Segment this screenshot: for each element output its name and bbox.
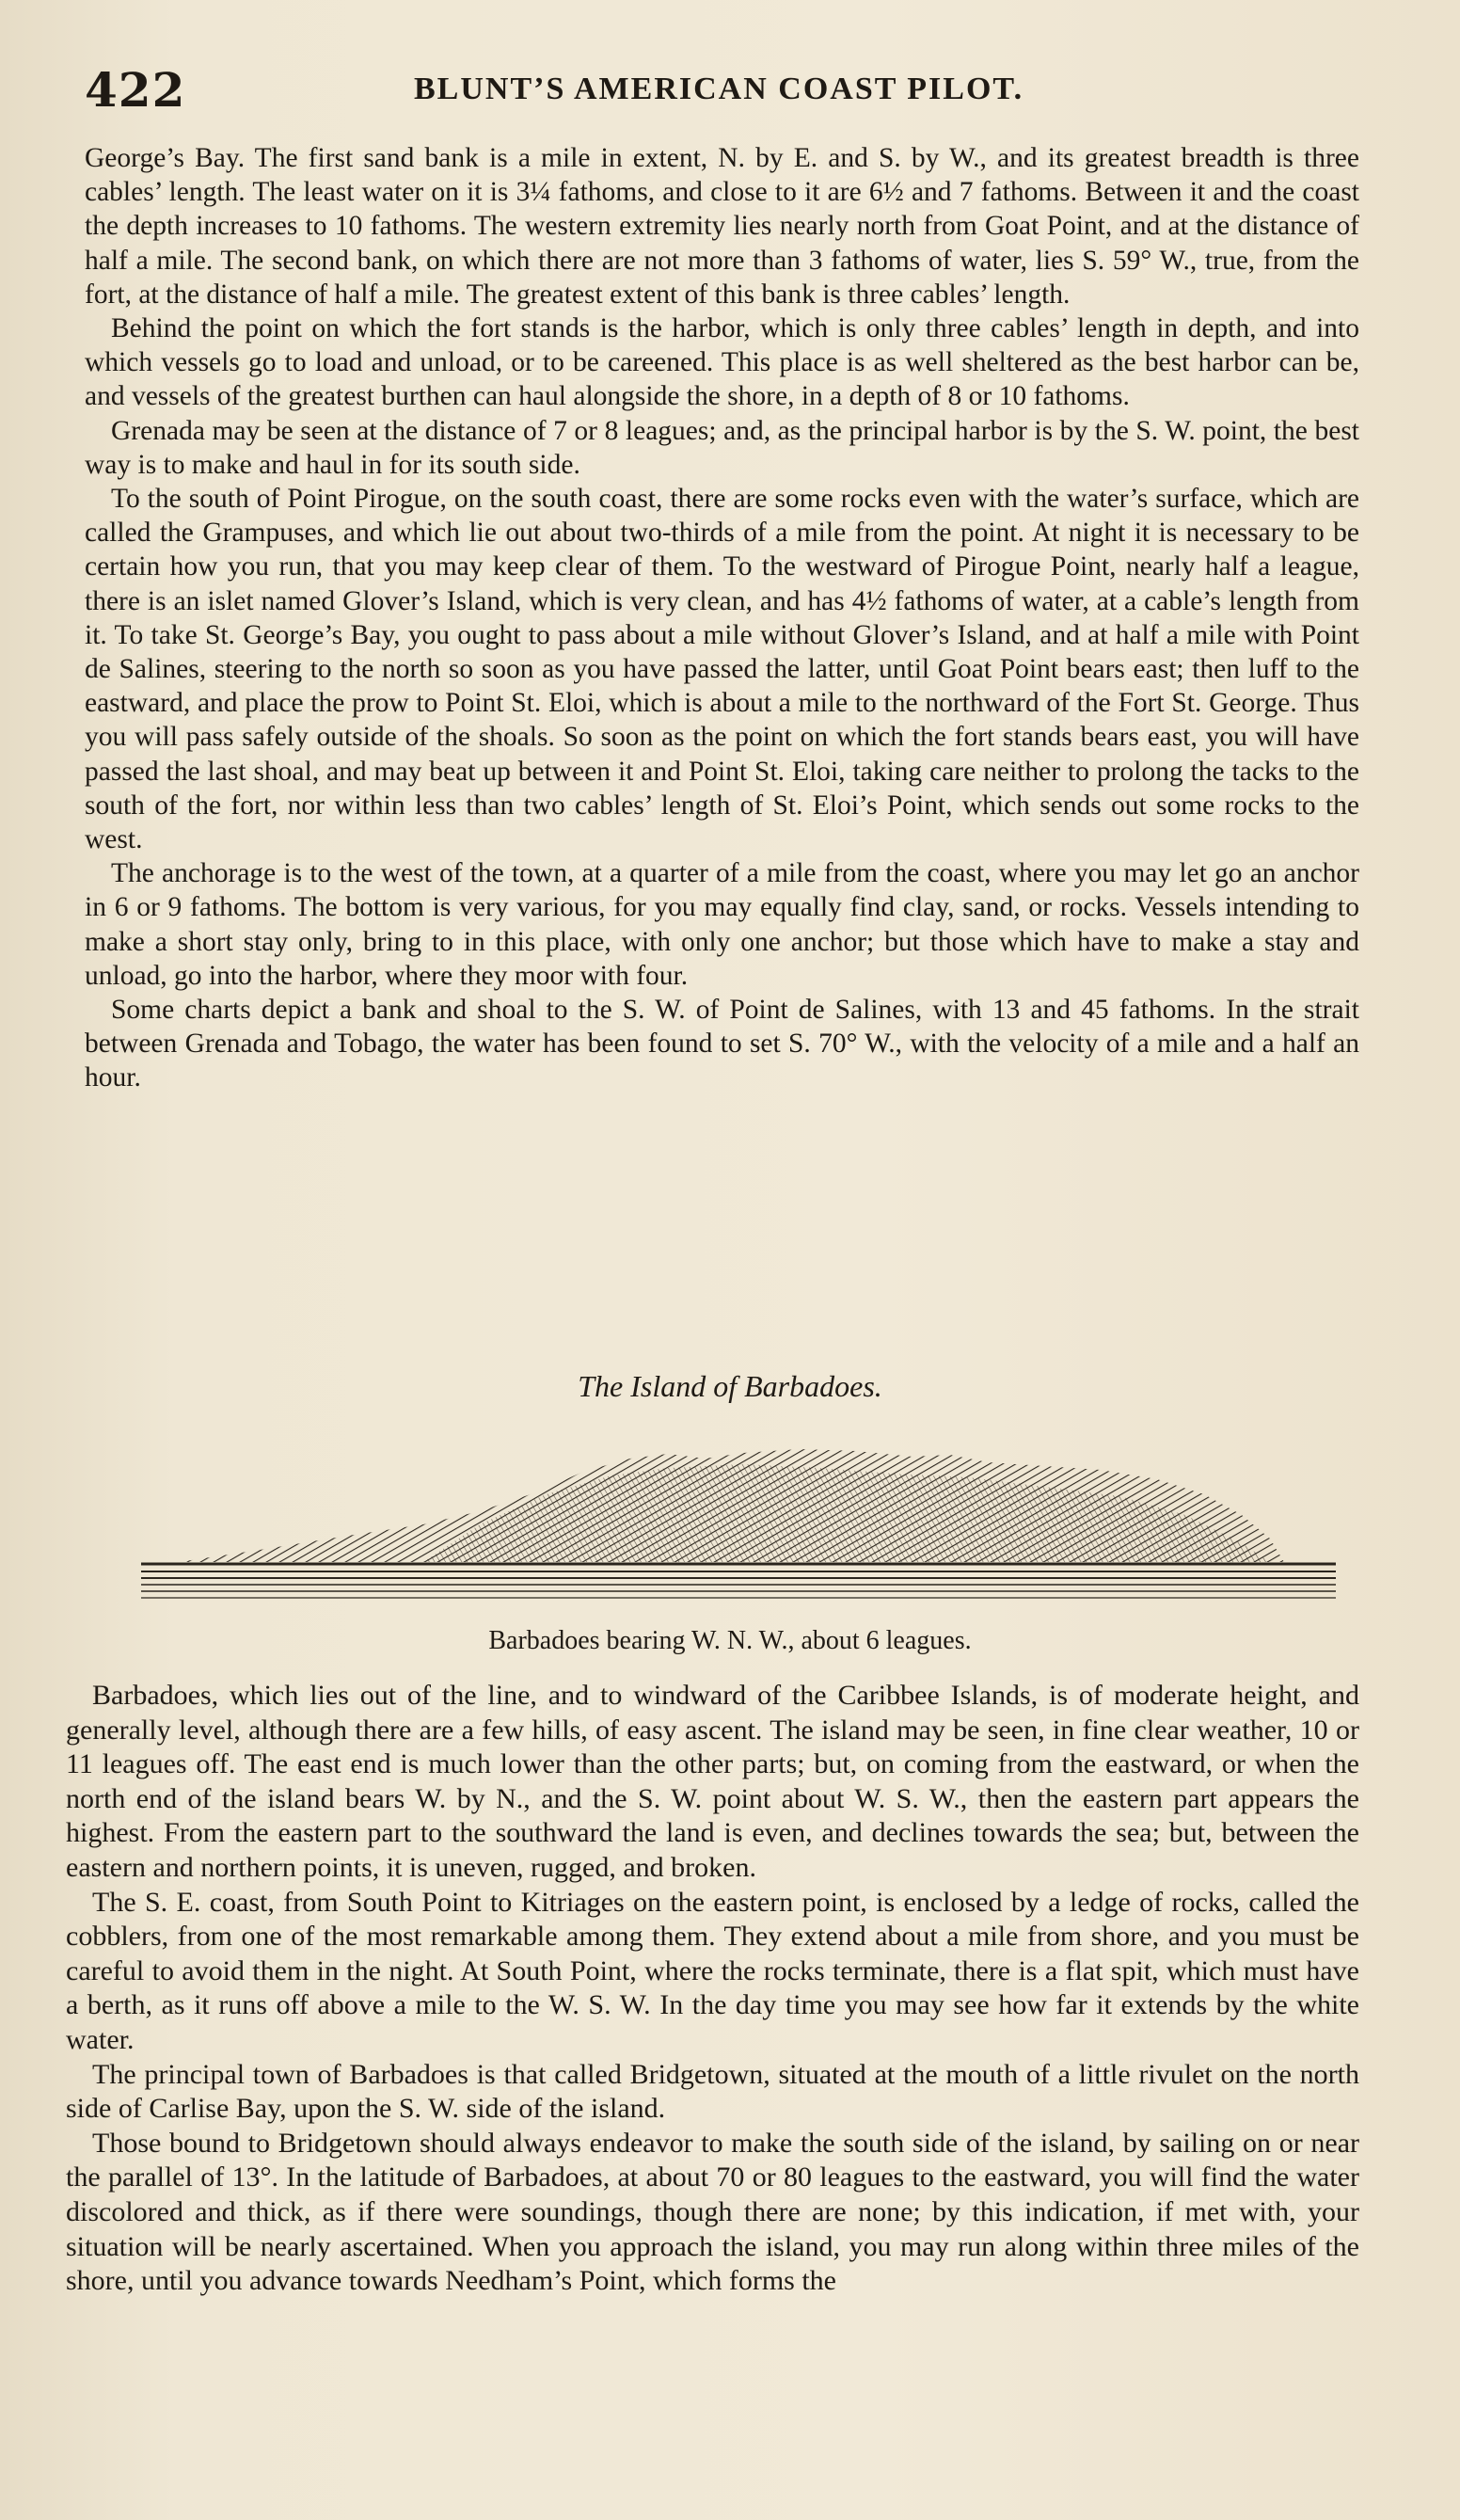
paragraph: George’s Bay. The first sand bank is a mile in extent, N. by E. and S. by W., and its greatest breadth is three cables’ length. The least water on it is 3¼ fathoms, and close to it are 6½ and 7 fathoms. Between it and the coast the depth increases to 10 fathoms. The western extremity lies nearly north from Goat Point, and at the distance of half a mile. The second bank, on which there are not more than 3 fathoms of water, lies S. 59° W., true, from the fort, at the distance of half a mile. The greatest extent of this bank is three cables’ length. [85,143,1359,310]
sea-lines [141,1564,1336,1598]
paragraph: Behind the point on which the fort stands is the harbor, which is only three cables’ length in depth, and into which vessels go to load and unload, or to be careened. This place is as well sheltered as the best harbor can be, and vessels of the greatest burthen can haul alongside the shore, in a depth of 8 or 10 fathoms. [85,313,1359,412]
paragraph: The S. E. coast, from South Point to Kitriages on the eastern point, is enclosed by a ledge of rocks, called the cobblers, from one of the most remarkable among them. They extend about a mile from shore, and you must be careful to avoid them in the night. At South Point, where the rocks terminate, there is a flat spit, which must have a berth, as it runs off above a mile to the W. S. W. In the day time you may see how far it extends by the white water. [66,1886,1359,2055]
page-header [85,62,1411,119]
paragraph: The principal town of Barbadoes is that called Bridgetown, situated at the mouth of a little rivulet on the north side of Carlise Bay, upon the S. W. side of the island. [66,2058,1359,2125]
figure-caption: Barbadoes bearing W. N. W., about 6 leagues. [488,1626,972,1655]
body-text-top [85,141,1359,1095]
body-text-bottom [66,1679,1359,2299]
paragraph: Grenada may be seen at the distance of 7 or 8 leagues; and, as the principal harbor is by the S. W. point, the best way is to make and haul in for its south side. [85,415,1359,480]
paragraph: To the south of Point Pirogue, on the south coast, there are some rocks even with the water’s surface, which are called the Grampuses, and which lie out about two-thirds of a mile from the point. At night it is necessary to be certain how you run, that you may keep clear of them. To the westward of Pirogue Point, nearly half a league, there is an islet named Glover’s Island, which is very clean, and has 4½ fathoms of water, at a cable’s length from it. To take St. George’s Bay, you ought to pass about a mile without Glover’s Island, and at half a mile with Point de Salines, steering to the north so soon as you have passed the latter, until Goat Point bears east; then luff to the eastward, and place the prow to Point St. Eloi, which is about a mile to the northward of the Fort St. George. Thus you will pass safely outside of the shoals. So soon as the point on which the fort stands bears east, you will have passed the last shoal, and may beat up between it and Point St. Eloi, taking care neither to prolong the tacks to the south of the fort, nor within less than two cables’ length of St. Eloi’s Point, which sends out some rocks to the west. [85,484,1359,855]
page-number: 422 [85,62,186,118]
paragraph: Those bound to Bridgetown should always endeavor to make the south side of the island, by sailing on or near the parallel of 13°. In the latitude of Barbadoes, at about 70 or 80 leagues to the eastward, you will find the water discolored and thick, as if there were soundings, though there are none; by this indication, if met with, your situation will be nearly ascertained. When you approach the island, you may run along within three miles of the shore, until you advance towards Needham’s Point, which forms the [66,2127,1359,2297]
island-profile-engraving [141,1421,1336,1609]
paragraph: Barbadoes, which lies out of the line, and to windward of the Caribbee Islands, is of moderate height, and generally level, although there are a few hills, of easy ascent. The island may be seen, in fine clear weather, 10 or 11 leagues off. The east end is much lower than the other parts; but, on coming from the eastward, or when the north end of the island bears W. by N., and the S. W. point about W. S. W., then the eastern part appears the highest. From the eastern part to the southward the land is even, and declines towards the sea; but, between the eastern and northern points, it is uneven, rugged, and broken. [66,1680,1359,1883]
paragraph: The anchorage is to the west of the town, at a quarter of a mile from the coast, where you may let go an anchor in 6 or 9 fathoms. The bottom is very various, for you may equally find clay, sand, or rocks. Vessels intending to make a short stay only, bring to in this place, with only one anchor; but those which have to make a stay and unload, go into the harbor, where they moor with four. [85,858,1359,991]
paragraph: Some charts depict a bank and shoal to the S. W. of Point de Salines, with 13 and 45 fathoms. In the strait between Grenada and Tobago, the water has been found to set S. 70° W., with the velocity of a mile and a half an hour. [85,995,1359,1093]
figure-title: The Island of Barbadoes. [578,1369,882,1403]
running-head: BLUNT’S AMERICAN COAST PILOT. [414,72,1024,106]
island-profile-svg [141,1421,1336,1609]
